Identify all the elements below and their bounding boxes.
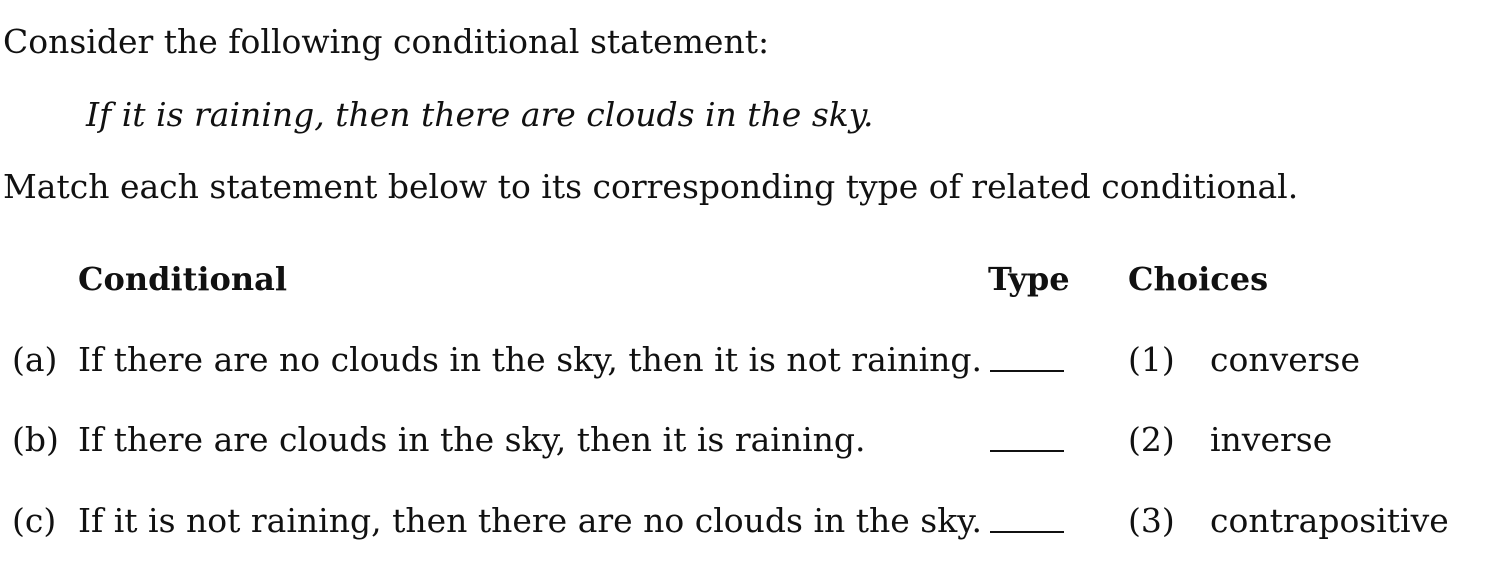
match-row-b [0,420,1510,464]
conditional-text: If there are clouds in the sky, then it is raining. [78,420,866,459]
choice-text: inverse [1210,420,1333,459]
choice-number: (2) [1128,420,1175,459]
match-row-c [0,501,1510,545]
header-choices: Choices [1128,260,1269,298]
answer-blank[interactable] [990,370,1064,372]
conditional-statement: If it is raining, then there are clouds in the sky. [86,95,874,134]
choice-text: contrapositive [1210,501,1449,540]
conditional-text: If it is not raining, then there are no clouds in the sky. [78,501,982,540]
choice-number: (3) [1128,501,1175,540]
conditional-text: If there are no clouds in the sky, then it is not raining. [78,340,982,379]
instruction-text: Match each statement below to its corresponding type of related conditional. [3,167,1299,206]
header-conditional: Conditional [78,260,288,298]
row-label: (c) [12,501,57,540]
answer-blank[interactable] [990,531,1064,533]
row-label: (a) [12,340,58,379]
intro-text: Consider the following conditional statement: [3,22,770,61]
row-label: (b) [12,420,59,459]
choice-number: (1) [1128,340,1175,379]
header-type: Type [988,260,1070,298]
match-row-a [0,340,1510,384]
choice-text: converse [1210,340,1361,379]
answer-blank[interactable] [990,450,1064,452]
